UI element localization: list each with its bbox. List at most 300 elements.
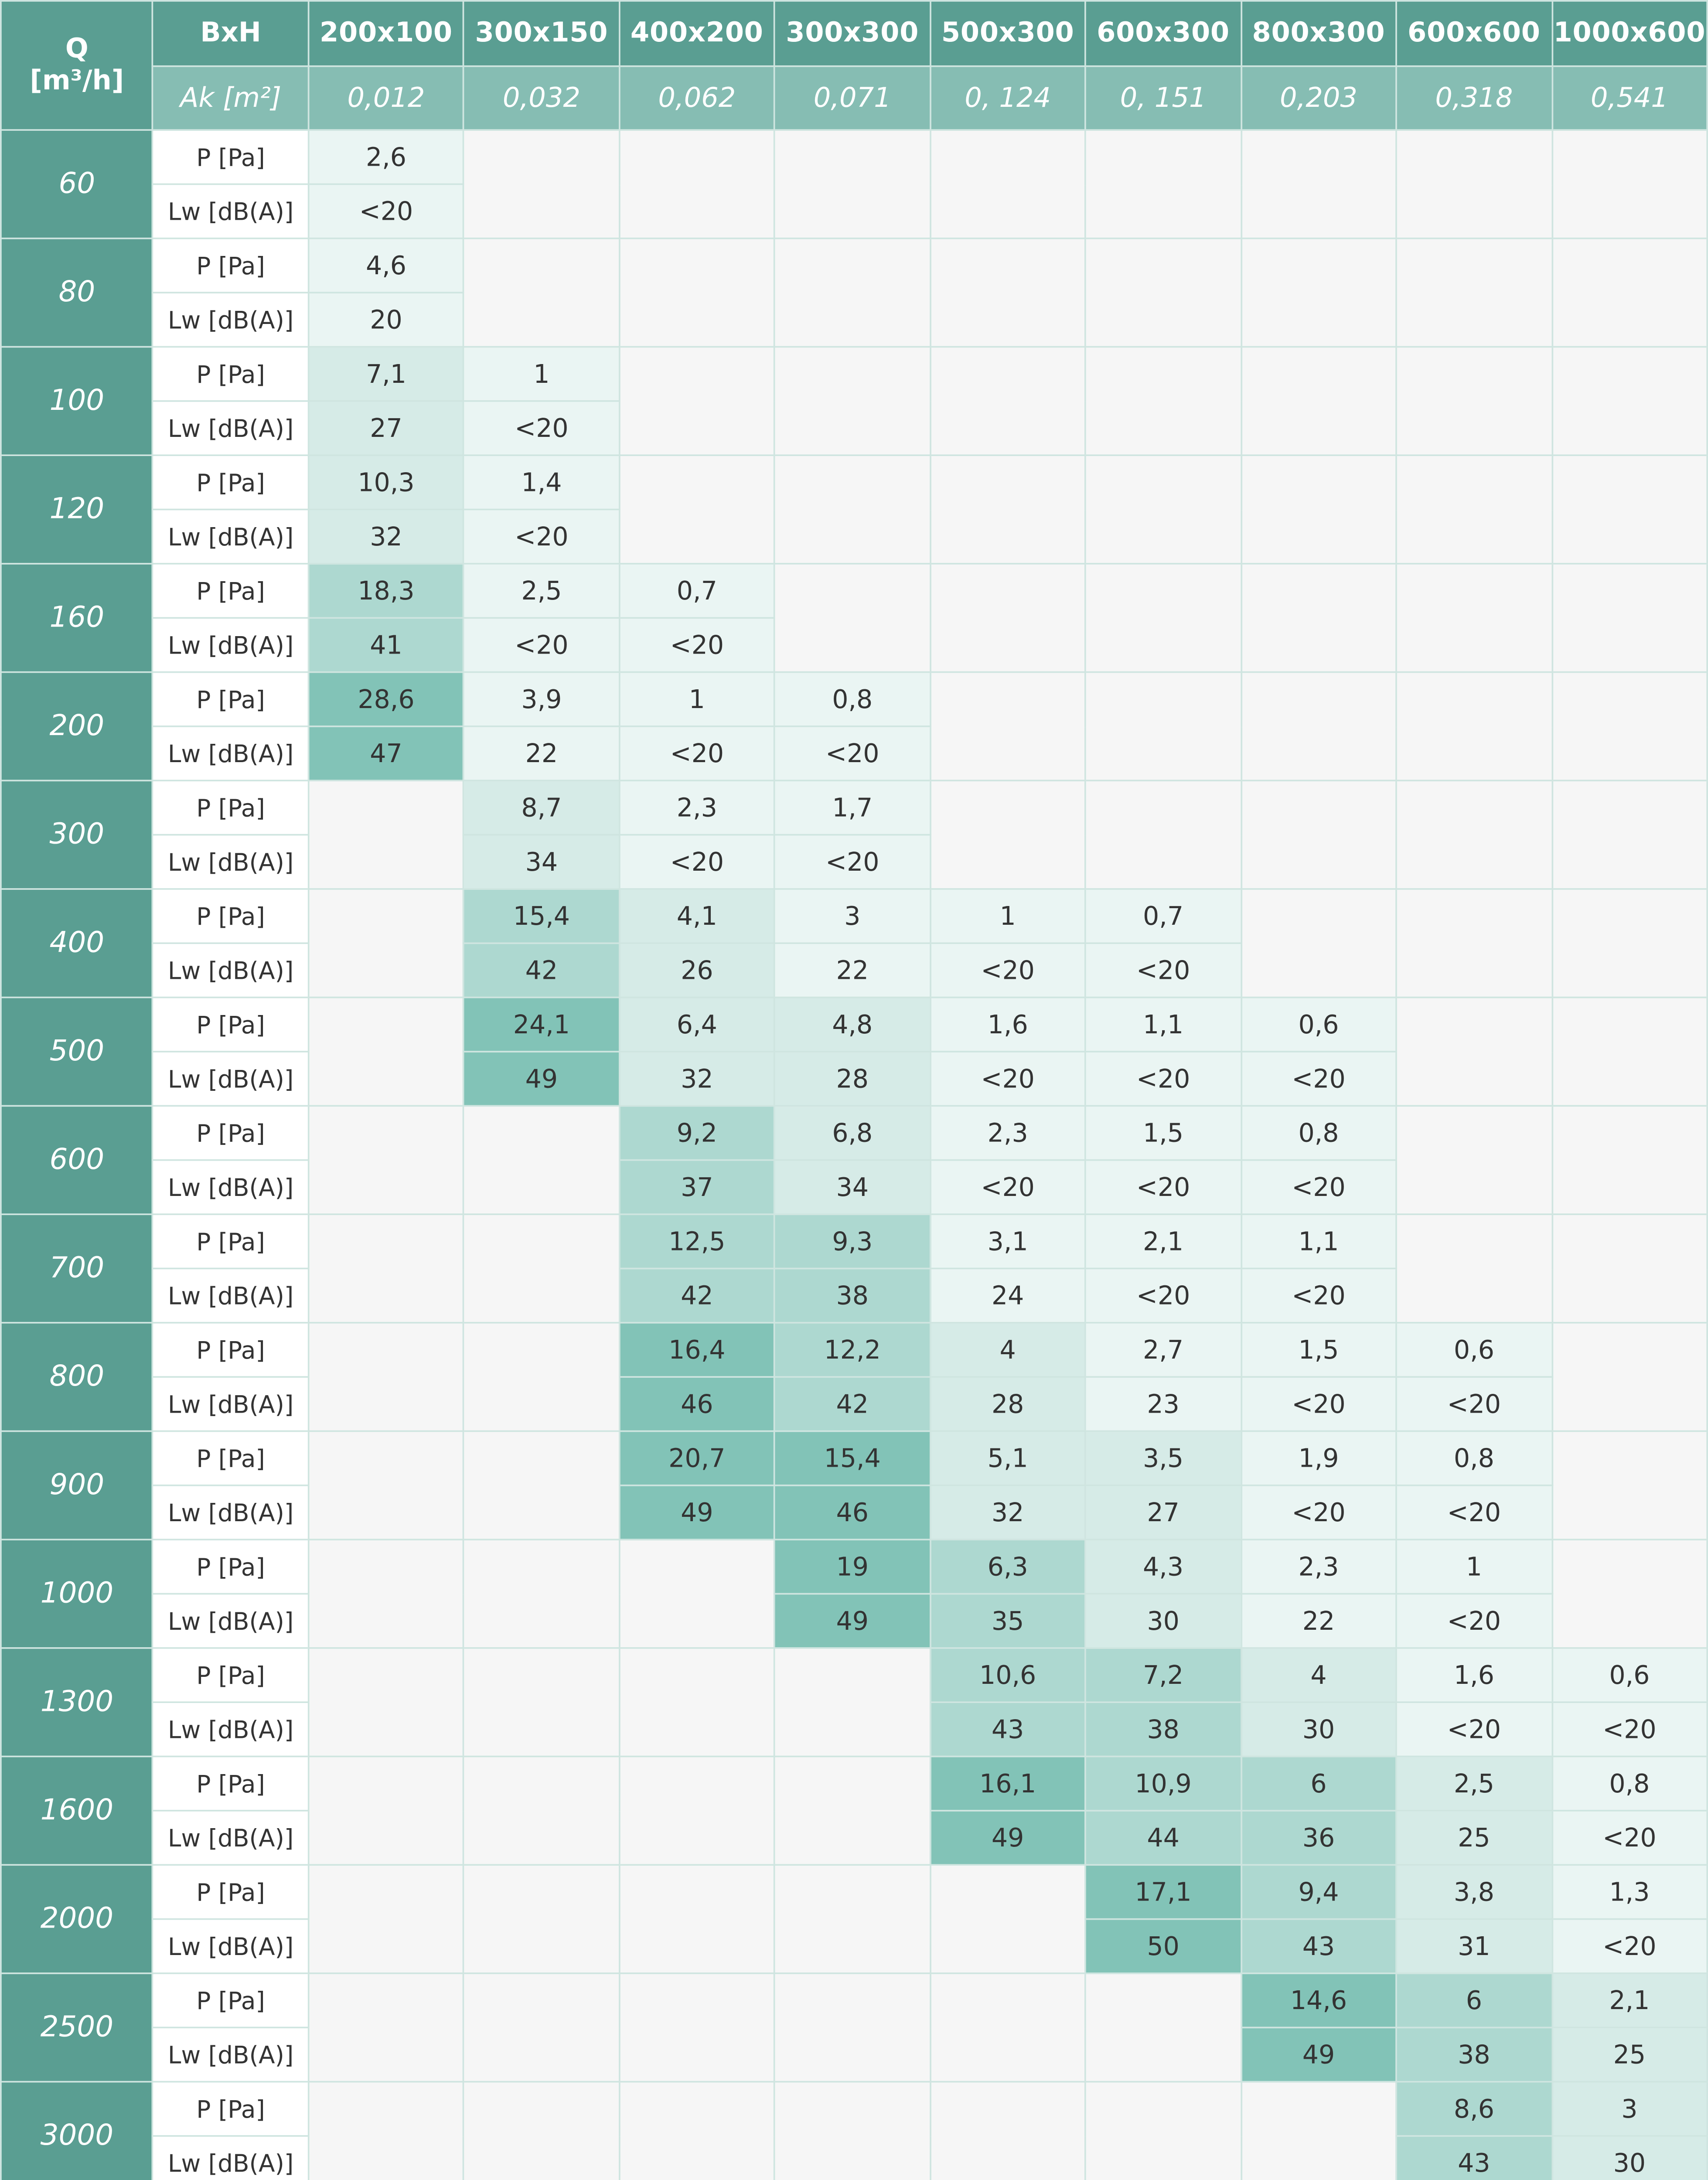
size-header: 300x300 bbox=[775, 1, 930, 66]
sound-level-cell: 32 bbox=[930, 1485, 1085, 1540]
pressure-label: P [Pa] bbox=[153, 1757, 308, 1811]
pressure-cell: 10,3 bbox=[308, 455, 464, 509]
empty-cell bbox=[308, 1648, 464, 1757]
empty-cell bbox=[619, 2082, 774, 2180]
sound-level-cell: <20 bbox=[1396, 1594, 1551, 1648]
empty-cell bbox=[1552, 564, 1708, 672]
pressure-cell: 0,8 bbox=[775, 672, 930, 726]
sound-level-label: Lw [dB(A)] bbox=[153, 618, 308, 672]
sound-level-cell: 42 bbox=[619, 1268, 774, 1322]
empty-cell bbox=[775, 564, 930, 672]
empty-cell bbox=[1552, 889, 1708, 998]
airflow-value: 60 bbox=[1, 130, 153, 238]
empty-cell bbox=[1085, 564, 1241, 672]
pressure-cell: 4 bbox=[930, 1323, 1085, 1377]
pressure-cell: 16,4 bbox=[619, 1323, 774, 1377]
pressure-label: P [Pa] bbox=[153, 672, 308, 726]
sound-level-label: Lw [dB(A)] bbox=[153, 184, 308, 238]
pressure-cell: 10,6 bbox=[930, 1648, 1085, 1702]
sound-level-cell: 38 bbox=[1396, 2027, 1551, 2081]
empty-cell bbox=[1396, 1214, 1551, 1323]
sound-level-cell: <20 bbox=[619, 618, 774, 672]
pressure-cell: 3,5 bbox=[1085, 1431, 1241, 1485]
size-header: 300x150 bbox=[464, 1, 619, 66]
pressure-label: P [Pa] bbox=[153, 1323, 308, 1377]
sound-level-cell: 23 bbox=[1085, 1377, 1241, 1431]
pressure-cell: 6,4 bbox=[619, 998, 774, 1052]
pressure-cell: 2,5 bbox=[464, 564, 619, 618]
sound-level-cell: 28 bbox=[775, 1052, 930, 1106]
pressure-cell: 0,7 bbox=[619, 564, 774, 618]
sound-level-cell: <20 bbox=[1241, 1377, 1396, 1431]
pressure-cell: 2,5 bbox=[1396, 1757, 1551, 1811]
empty-cell bbox=[775, 455, 930, 564]
pressure-cell: 0,8 bbox=[1241, 1106, 1396, 1160]
sound-level-cell: 49 bbox=[1241, 2027, 1396, 2081]
sound-level-label: Lw [dB(A)] bbox=[153, 2136, 308, 2180]
sound-level-cell: <20 bbox=[1396, 1485, 1551, 1540]
pressure-cell: 8,6 bbox=[1396, 2082, 1551, 2136]
header-row-ak bbox=[1, 66, 1707, 130]
ak-header: Ak [m²] bbox=[153, 66, 308, 130]
ak-value: 0,012 bbox=[308, 66, 464, 130]
empty-cell bbox=[464, 1973, 619, 2082]
sound-level-cell: <20 bbox=[619, 835, 774, 889]
empty-cell bbox=[1085, 780, 1241, 889]
sound-level-cell: 49 bbox=[775, 1594, 930, 1648]
empty-cell bbox=[308, 1214, 464, 1323]
pressure-label: P [Pa] bbox=[153, 998, 308, 1052]
empty-cell bbox=[1552, 1431, 1708, 1540]
airflow-value: 160 bbox=[1, 564, 153, 672]
airflow-value: 120 bbox=[1, 455, 153, 564]
pressure-cell: 24,1 bbox=[464, 998, 619, 1052]
table-row-pressure bbox=[1, 1431, 1707, 1485]
empty-cell bbox=[1085, 455, 1241, 564]
table-row-sound bbox=[1, 1594, 1707, 1648]
empty-cell bbox=[1552, 998, 1708, 1106]
sound-level-cell: 25 bbox=[1396, 1811, 1551, 1865]
pressure-cell: 2,1 bbox=[1552, 1973, 1708, 2027]
sound-level-cell: <20 bbox=[930, 1052, 1085, 1106]
sound-level-cell: <20 bbox=[1085, 1052, 1241, 1106]
empty-cell bbox=[930, 2082, 1085, 2180]
empty-cell bbox=[775, 1973, 930, 2082]
sound-level-label: Lw [dB(A)] bbox=[153, 293, 308, 347]
table-row-pressure bbox=[1, 1648, 1707, 1702]
sound-level-cell: 43 bbox=[1241, 1919, 1396, 1973]
sound-level-label: Lw [dB(A)] bbox=[153, 1485, 308, 1540]
airflow-value: 700 bbox=[1, 1214, 153, 1323]
sound-level-cell: <20 bbox=[930, 1160, 1085, 1214]
pressure-label: P [Pa] bbox=[153, 564, 308, 618]
pressure-cell: 1,1 bbox=[1241, 1214, 1396, 1268]
size-header: 500x300 bbox=[930, 1, 1085, 66]
empty-cell bbox=[930, 130, 1085, 238]
empty-cell bbox=[1396, 238, 1551, 347]
sound-level-cell: <20 bbox=[619, 726, 774, 780]
sound-level-cell: 49 bbox=[619, 1485, 774, 1540]
pressure-cell: 1,6 bbox=[1396, 1648, 1551, 1702]
sound-level-cell: <20 bbox=[1396, 1702, 1551, 1756]
pressure-label: P [Pa] bbox=[153, 1648, 308, 1702]
empty-cell bbox=[1552, 780, 1708, 889]
pressure-cell: 3,8 bbox=[1396, 1865, 1551, 1919]
sound-level-cell: 43 bbox=[1396, 2136, 1551, 2180]
pressure-cell: 4 bbox=[1241, 1648, 1396, 1702]
pressure-cell: 14,6 bbox=[1241, 1973, 1396, 2027]
empty-cell bbox=[775, 347, 930, 455]
sound-level-cell: 24 bbox=[930, 1268, 1085, 1322]
table-row-pressure bbox=[1, 130, 1707, 184]
sound-level-cell: <20 bbox=[1241, 1052, 1396, 1106]
pressure-cell: 5,1 bbox=[930, 1431, 1085, 1485]
empty-cell bbox=[1241, 780, 1396, 889]
table-body bbox=[1, 130, 1707, 2180]
sound-level-cell: 28 bbox=[930, 1377, 1085, 1431]
pressure-label: P [Pa] bbox=[153, 1973, 308, 2027]
pressure-cell: 1,5 bbox=[1085, 1106, 1241, 1160]
sound-level-cell: 50 bbox=[1085, 1919, 1241, 1973]
empty-cell bbox=[464, 1323, 619, 1431]
empty-cell bbox=[308, 998, 464, 1106]
pressure-cell: 15,4 bbox=[775, 1431, 930, 1485]
table-row-pressure bbox=[1, 1540, 1707, 1594]
sound-level-cell: <20 bbox=[1085, 943, 1241, 997]
sound-level-cell: 31 bbox=[1396, 1919, 1551, 1973]
pressure-cell: 1,3 bbox=[1552, 1865, 1708, 1919]
empty-cell bbox=[1085, 1973, 1241, 2082]
size-header: 200x100 bbox=[308, 1, 464, 66]
sound-level-cell: 32 bbox=[308, 510, 464, 564]
empty-cell bbox=[930, 347, 1085, 455]
empty-cell bbox=[1396, 889, 1551, 998]
table-row-pressure bbox=[1, 998, 1707, 1052]
pressure-cell: 6,8 bbox=[775, 1106, 930, 1160]
empty-cell bbox=[1085, 238, 1241, 347]
pressure-cell: 3 bbox=[1552, 2082, 1708, 2136]
pressure-cell: 17,1 bbox=[1085, 1865, 1241, 1919]
empty-cell bbox=[1552, 238, 1708, 347]
ak-value: 0,318 bbox=[1396, 66, 1551, 130]
sound-level-cell: <20 bbox=[1241, 1160, 1396, 1214]
pressure-cell: 7,2 bbox=[1085, 1648, 1241, 1702]
empty-cell bbox=[464, 1865, 619, 1973]
pressure-cell: 4,8 bbox=[775, 998, 930, 1052]
sound-level-label: Lw [dB(A)] bbox=[153, 401, 308, 455]
pressure-cell: 1 bbox=[619, 672, 774, 726]
pressure-cell: 0,8 bbox=[1552, 1757, 1708, 1811]
sound-level-cell: <20 bbox=[1552, 1919, 1708, 1973]
empty-cell bbox=[1085, 130, 1241, 238]
airflow-value: 100 bbox=[1, 347, 153, 455]
pressure-cell: 2,3 bbox=[1241, 1540, 1396, 1594]
airflow-value: 400 bbox=[1, 889, 153, 998]
sound-level-cell: 34 bbox=[464, 835, 619, 889]
pressure-cell: 19 bbox=[775, 1540, 930, 1594]
sound-level-cell: <20 bbox=[1085, 1160, 1241, 1214]
table-row-pressure bbox=[1, 1973, 1707, 2027]
empty-cell bbox=[1241, 238, 1396, 347]
empty-cell bbox=[930, 780, 1085, 889]
pressure-cell: 28,6 bbox=[308, 672, 464, 726]
size-header: 400x200 bbox=[619, 1, 774, 66]
empty-cell bbox=[619, 238, 774, 347]
size-header: 600x300 bbox=[1085, 1, 1241, 66]
empty-cell bbox=[464, 1540, 619, 1648]
airflow-value: 2000 bbox=[1, 1865, 153, 1973]
pressure-cell: 9,3 bbox=[775, 1214, 930, 1268]
airflow-value: 1600 bbox=[1, 1757, 153, 1865]
empty-cell bbox=[308, 889, 464, 998]
sound-level-cell: <20 bbox=[1552, 1811, 1708, 1865]
empty-cell bbox=[308, 1323, 464, 1431]
table-row-pressure bbox=[1, 1106, 1707, 1160]
pressure-cell: 0,6 bbox=[1552, 1648, 1708, 1702]
pressure-label: P [Pa] bbox=[153, 238, 308, 293]
ak-value: 0, 124 bbox=[930, 66, 1085, 130]
ak-value: 0,203 bbox=[1241, 66, 1396, 130]
sound-level-label: Lw [dB(A)] bbox=[153, 726, 308, 780]
bxh-header: BxH bbox=[153, 1, 308, 66]
pressure-cell: 10,9 bbox=[1085, 1757, 1241, 1811]
pressure-cell: 2,1 bbox=[1085, 1214, 1241, 1268]
pressure-label: P [Pa] bbox=[153, 1431, 308, 1485]
pressure-cell: 9,2 bbox=[619, 1106, 774, 1160]
empty-cell bbox=[619, 347, 774, 455]
pressure-cell: 2,3 bbox=[619, 780, 774, 835]
pressure-label: P [Pa] bbox=[153, 1214, 308, 1268]
empty-cell bbox=[930, 1865, 1085, 1973]
sound-level-cell: <20 bbox=[930, 943, 1085, 997]
empty-cell bbox=[1396, 672, 1551, 781]
empty-cell bbox=[1241, 130, 1396, 238]
sound-level-label: Lw [dB(A)] bbox=[153, 1268, 308, 1322]
size-header: 600x600 bbox=[1396, 1, 1551, 66]
pressure-cell: 16,1 bbox=[930, 1757, 1085, 1811]
airflow-value: 3000 bbox=[1, 2082, 153, 2180]
sound-level-cell: 42 bbox=[775, 1377, 930, 1431]
sound-level-cell: <20 bbox=[464, 510, 619, 564]
empty-cell bbox=[1552, 455, 1708, 564]
sound-level-cell: 22 bbox=[775, 943, 930, 997]
table-row-pressure bbox=[1, 1214, 1707, 1268]
sound-level-cell: 46 bbox=[619, 1377, 774, 1431]
ak-value: 0,541 bbox=[1552, 66, 1708, 130]
pressure-label: P [Pa] bbox=[153, 347, 308, 401]
sound-level-label: Lw [dB(A)] bbox=[153, 1919, 308, 1973]
empty-cell bbox=[308, 1973, 464, 2082]
pressure-cell: 6 bbox=[1396, 1973, 1551, 2027]
pressure-cell: 2,7 bbox=[1085, 1323, 1241, 1377]
sound-level-cell: 25 bbox=[1552, 2027, 1708, 2081]
empty-cell bbox=[464, 130, 619, 238]
pressure-label: P [Pa] bbox=[153, 130, 308, 184]
q-label: Q bbox=[65, 33, 89, 65]
airflow-value: 600 bbox=[1, 1106, 153, 1214]
pressure-label: P [Pa] bbox=[153, 1865, 308, 1919]
empty-cell bbox=[619, 455, 774, 564]
pressure-cell: 0,6 bbox=[1396, 1323, 1551, 1377]
empty-cell bbox=[1552, 1214, 1708, 1323]
empty-cell bbox=[930, 672, 1085, 781]
empty-cell bbox=[464, 1214, 619, 1323]
sound-level-cell: <20 bbox=[775, 835, 930, 889]
sound-level-cell: <20 bbox=[775, 726, 930, 780]
pressure-cell: 0,6 bbox=[1241, 998, 1396, 1052]
empty-cell bbox=[619, 130, 774, 238]
sound-level-cell: <20 bbox=[464, 401, 619, 455]
empty-cell bbox=[619, 1757, 774, 1865]
pressure-cell: 3,1 bbox=[930, 1214, 1085, 1268]
pressure-cell: 6 bbox=[1241, 1757, 1396, 1811]
pressure-cell: 1,4 bbox=[464, 455, 619, 509]
empty-cell bbox=[619, 1973, 774, 2082]
sound-level-cell: 32 bbox=[619, 1052, 774, 1106]
sound-level-cell: <20 bbox=[1241, 1485, 1396, 1540]
sound-level-cell: <20 bbox=[1085, 1268, 1241, 1322]
pressure-label: P [Pa] bbox=[153, 2082, 308, 2136]
pressure-cell: 18,3 bbox=[308, 564, 464, 618]
pressure-label: P [Pa] bbox=[153, 1106, 308, 1160]
empty-cell bbox=[775, 130, 930, 238]
empty-cell bbox=[1241, 672, 1396, 781]
empty-cell bbox=[464, 1757, 619, 1865]
airflow-value: 300 bbox=[1, 780, 153, 889]
pressure-cell: 6,3 bbox=[930, 1540, 1085, 1594]
sound-level-cell: 38 bbox=[775, 1268, 930, 1322]
empty-cell bbox=[308, 1757, 464, 1865]
size-header: 800x300 bbox=[1241, 1, 1396, 66]
empty-cell bbox=[1241, 889, 1396, 998]
pressure-label: P [Pa] bbox=[153, 455, 308, 509]
sound-level-cell: 46 bbox=[775, 1485, 930, 1540]
sound-level-label: Lw [dB(A)] bbox=[153, 1811, 308, 1865]
sound-level-cell: 22 bbox=[1241, 1594, 1396, 1648]
empty-cell bbox=[619, 1648, 774, 1757]
empty-cell bbox=[308, 780, 464, 889]
empty-cell bbox=[1085, 2082, 1241, 2180]
airflow-value: 900 bbox=[1, 1431, 153, 1540]
pressure-cell: 7,1 bbox=[308, 347, 464, 401]
pressure-cell: 1,5 bbox=[1241, 1323, 1396, 1377]
table-row-sound bbox=[1, 1377, 1707, 1431]
pressure-cell: 0,7 bbox=[1085, 889, 1241, 943]
empty-cell bbox=[1396, 780, 1551, 889]
empty-cell bbox=[464, 1648, 619, 1757]
table-row-pressure bbox=[1, 238, 1707, 293]
sound-level-cell: <20 bbox=[1241, 1268, 1396, 1322]
pressure-cell: 1,6 bbox=[930, 998, 1085, 1052]
sound-level-cell: 38 bbox=[1085, 1702, 1241, 1756]
q-header bbox=[1, 1, 153, 130]
sound-level-cell: 30 bbox=[1241, 1702, 1396, 1756]
pressure-cell: 12,5 bbox=[619, 1214, 774, 1268]
sound-level-cell: 37 bbox=[619, 1160, 774, 1214]
pressure-cell: 4,1 bbox=[619, 889, 774, 943]
pressure-cell: 1 bbox=[1396, 1540, 1551, 1594]
sound-level-cell: 41 bbox=[308, 618, 464, 672]
sound-level-cell: 34 bbox=[775, 1160, 930, 1214]
sound-level-cell: 22 bbox=[464, 726, 619, 780]
sound-level-cell: 47 bbox=[308, 726, 464, 780]
sound-level-label: Lw [dB(A)] bbox=[153, 510, 308, 564]
empty-cell bbox=[775, 1648, 930, 1757]
empty-cell bbox=[308, 2082, 464, 2180]
sound-level-cell: 43 bbox=[930, 1702, 1085, 1756]
header-row-sizes bbox=[1, 1, 1707, 66]
pressure-cell: 2,3 bbox=[930, 1106, 1085, 1160]
table-row-pressure bbox=[1, 1865, 1707, 1919]
sound-level-cell: <20 bbox=[1396, 1377, 1551, 1431]
empty-cell bbox=[930, 1973, 1085, 2082]
empty-cell bbox=[1085, 347, 1241, 455]
empty-cell bbox=[1085, 672, 1241, 781]
pressure-cell: 1,9 bbox=[1241, 1431, 1396, 1485]
ak-value: 0,071 bbox=[775, 66, 930, 130]
empty-cell bbox=[930, 238, 1085, 347]
pressure-cell: 15,4 bbox=[464, 889, 619, 943]
pressure-cell: 3 bbox=[775, 889, 930, 943]
table-row-pressure bbox=[1, 347, 1707, 401]
pressure-cell: 1,1 bbox=[1085, 998, 1241, 1052]
q-unit: [m³/h] bbox=[30, 65, 124, 98]
empty-cell bbox=[1241, 347, 1396, 455]
empty-cell bbox=[464, 2082, 619, 2180]
empty-cell bbox=[1241, 564, 1396, 672]
sound-level-cell: <20 bbox=[1552, 1702, 1708, 1756]
ak-value: 0,032 bbox=[464, 66, 619, 130]
sound-level-cell: 30 bbox=[1085, 1594, 1241, 1648]
pressure-cell: 8,7 bbox=[464, 780, 619, 835]
sound-level-cell: 49 bbox=[464, 1052, 619, 1106]
sound-level-label: Lw [dB(A)] bbox=[153, 835, 308, 889]
sound-level-label: Lw [dB(A)] bbox=[153, 1052, 308, 1106]
airflow-value: 1000 bbox=[1, 1540, 153, 1648]
empty-cell bbox=[464, 1431, 619, 1540]
sound-level-label: Lw [dB(A)] bbox=[153, 1702, 308, 1756]
empty-cell bbox=[1396, 1106, 1551, 1214]
empty-cell bbox=[1396, 130, 1551, 238]
empty-cell bbox=[1552, 1106, 1708, 1214]
empty-cell bbox=[308, 1431, 464, 1540]
sound-level-cell: 27 bbox=[308, 401, 464, 455]
table-row-pressure bbox=[1, 564, 1707, 618]
pressure-cell: 12,2 bbox=[775, 1323, 930, 1377]
airflow-value: 80 bbox=[1, 238, 153, 347]
sound-level-label: Lw [dB(A)] bbox=[153, 943, 308, 997]
empty-cell bbox=[464, 238, 619, 347]
table-row-sound bbox=[1, 1485, 1707, 1540]
airflow-value: 2500 bbox=[1, 1973, 153, 2082]
empty-cell bbox=[1396, 564, 1551, 672]
airflow-value: 1300 bbox=[1, 1648, 153, 1757]
pressure-cell: 1 bbox=[464, 347, 619, 401]
size-header: 1000x600 bbox=[1552, 1, 1708, 66]
empty-cell bbox=[464, 1106, 619, 1214]
pressure-cell: 20,7 bbox=[619, 1431, 774, 1485]
empty-cell bbox=[1396, 455, 1551, 564]
pressure-cell: 3,9 bbox=[464, 672, 619, 726]
empty-cell bbox=[775, 1757, 930, 1865]
table-row-pressure bbox=[1, 455, 1707, 509]
sound-level-cell: 20 bbox=[308, 293, 464, 347]
empty-cell bbox=[1552, 347, 1708, 455]
airflow-value: 800 bbox=[1, 1323, 153, 1431]
sound-level-cell: 27 bbox=[1085, 1485, 1241, 1540]
table-row-pressure bbox=[1, 672, 1707, 726]
pressure-cell: 4,6 bbox=[308, 238, 464, 293]
